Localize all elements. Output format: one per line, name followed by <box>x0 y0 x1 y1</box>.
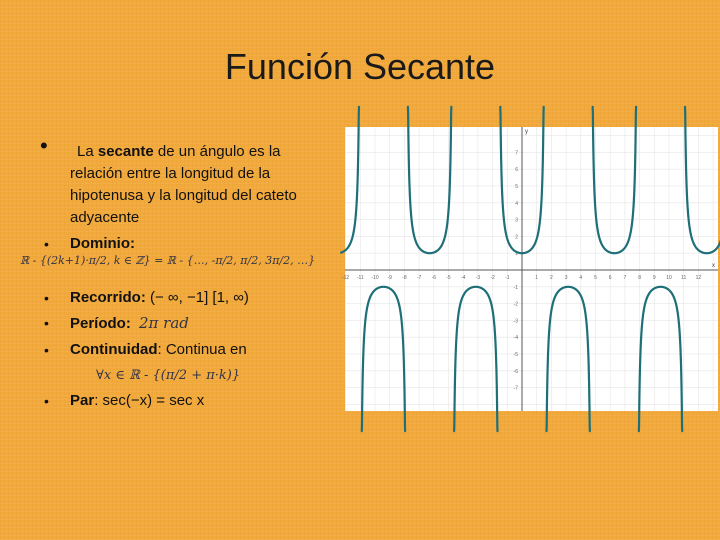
x-tick-label: 10 <box>666 275 672 281</box>
secant-graph <box>341 127 718 411</box>
definition-pre: La <box>77 143 98 160</box>
bullet-dot: • <box>44 290 49 306</box>
continuity-label: Continuidad <box>70 341 158 358</box>
continuity-line <box>70 340 247 360</box>
y-tick-label: -6 <box>513 368 518 375</box>
y-tick-label: 7 <box>515 150 518 157</box>
secant-branch <box>361 287 406 431</box>
definition-line-1 <box>77 142 281 162</box>
x-tick-label: -3 <box>475 275 481 281</box>
bullet-dot: • <box>40 133 48 158</box>
x-tick-label: 7 <box>623 275 627 281</box>
y-tick-label: -1 <box>513 284 518 291</box>
slide-title: Función Secante <box>224 46 496 87</box>
y-tick-label: 2 <box>515 234 518 241</box>
domain-label <box>70 234 135 254</box>
x-tick-label: -12 <box>341 275 350 281</box>
x-tick-label: -1 <box>505 275 510 281</box>
bullet-dot: • <box>44 236 49 252</box>
y-tick-label: -5 <box>513 352 518 358</box>
secant-branch <box>453 287 498 431</box>
secant-branch <box>684 107 720 253</box>
y-tick-label: -3 <box>513 318 518 325</box>
x-tick-label: 6 <box>608 275 612 281</box>
x-tick-label: -8 <box>402 275 407 281</box>
y-tick-label: 5 <box>515 184 518 190</box>
secant-branch <box>638 287 683 431</box>
x-tick-label: -4 <box>460 275 466 281</box>
x-tick-label: 3 <box>564 275 568 281</box>
x-tick-label: -11 <box>356 275 364 281</box>
secant-graph-svg <box>341 127 718 411</box>
x-axis-label: x <box>712 263 715 269</box>
parity-text: : sec(−x) = sec x <box>94 392 205 409</box>
range-value: (− ∞, −1] [1, ∞) <box>145 289 249 306</box>
range-label: Recorrido: <box>70 289 146 306</box>
bullet-dot: • <box>44 342 49 358</box>
definition-line-4: adyacente <box>70 209 140 226</box>
parity-line <box>70 391 204 411</box>
x-tick-label: 11 <box>681 275 687 281</box>
definition-line-3: hipotenusa y la longitud del cateto <box>70 187 297 204</box>
y-tick-label: 3 <box>515 217 518 224</box>
bullet-dot: • <box>44 393 49 409</box>
x-tick-label: 2 <box>550 275 553 281</box>
secant-branch <box>407 107 452 253</box>
x-tick-label: -7 <box>416 275 422 281</box>
secant-branch <box>340 107 360 253</box>
x-tick-label: 5 <box>594 275 597 281</box>
x-tick-label: 12 <box>695 275 702 281</box>
y-tick-label: 4 <box>515 200 518 207</box>
domain-label-text: Dominio: <box>70 235 135 252</box>
x-tick-label: 9 <box>652 275 656 281</box>
range-line <box>70 288 249 308</box>
continuity-formula: ∀x ∈ ℝ - {(π/2 + π·k)} <box>96 368 241 383</box>
x-tick-label: 8 <box>638 275 641 281</box>
x-tick-label: -10 <box>371 275 379 281</box>
y-tick-label: -2 <box>513 301 518 308</box>
x-tick-label: 1 <box>535 275 539 281</box>
y-tick-label: 1 <box>515 251 518 258</box>
y-tick-label: 6 <box>515 167 518 174</box>
y-tick-label: -4 <box>513 335 518 342</box>
definition-post: de un ángulo es la <box>153 143 281 160</box>
continuity-text: : Continua en <box>157 341 247 358</box>
definition-line-2: relación entre la longitud de la <box>70 165 271 182</box>
bullet-dot: • <box>44 315 49 331</box>
y-tick-label: -7 <box>513 385 518 392</box>
secant-branch <box>546 287 591 431</box>
definition-keyword: secante <box>97 143 154 160</box>
parity-label: Par <box>70 392 95 409</box>
domain-formula: ℝ - {(2k+1)·π/2, k ∈ ℤ} = ℝ - {…, -π/2, π/2, 3π/2, …} <box>20 254 316 267</box>
period-line <box>70 313 189 334</box>
secant-branch <box>592 107 637 253</box>
period-label: Período: <box>70 315 131 332</box>
x-tick-label: -2 <box>490 275 495 281</box>
period-value: 2π rad <box>139 314 189 332</box>
x-tick-label: -5 <box>446 275 451 281</box>
y-axis-label: y <box>525 129 528 135</box>
x-tick-label: -6 <box>431 275 437 281</box>
x-tick-label: 4 <box>579 275 583 281</box>
x-tick-label: -9 <box>387 275 392 281</box>
